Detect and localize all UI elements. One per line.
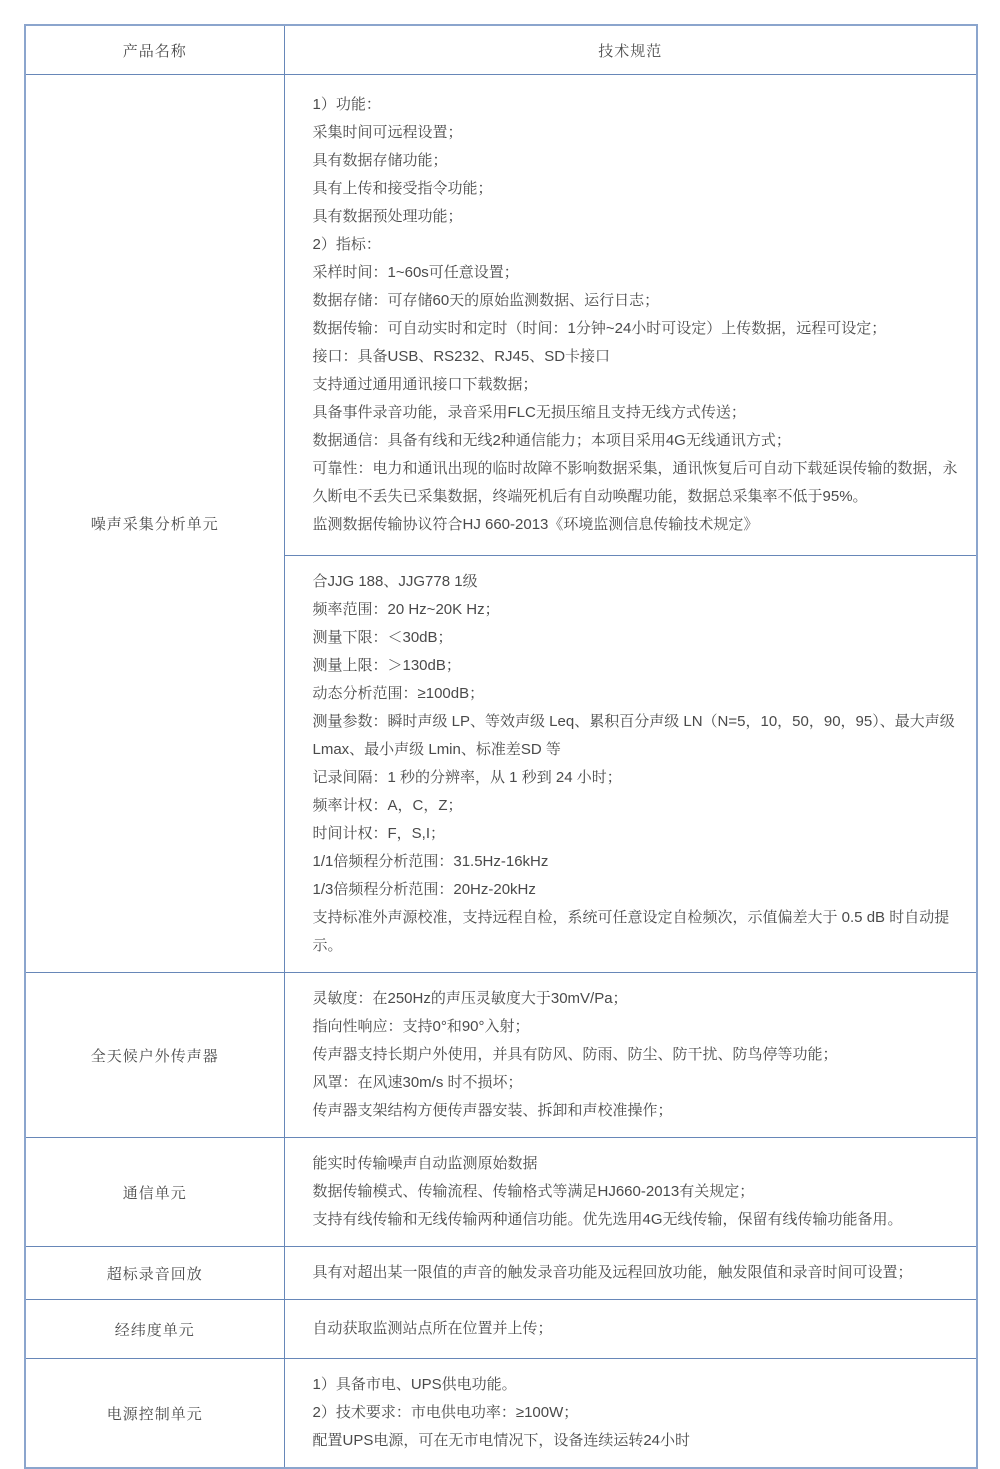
spec-line: 灵敏度：在250Hz的声压灵敏度大于30mV/Pa； xyxy=(312,990,628,1007)
table-row-communication-unit xyxy=(25,1138,977,1247)
spec-line: 采样时间：1~60s可任意设置； xyxy=(312,264,519,281)
spec-cell-over-limit-recording xyxy=(284,1247,977,1300)
spec-line: 支持标准外声源校准，支持远程自检，系统可任意设定自检频次，示值偏差大于 0.5 dB 时自动提示。 xyxy=(312,909,950,954)
spec-line: 数据存储：可存储60天的原始监测数据、运行日志； xyxy=(312,292,660,309)
spec-line: 监测数据传输协议符合HJ 660-2013《环境监测信息传输技术规定》 xyxy=(312,516,759,533)
spec-line: 2）指标： xyxy=(312,236,381,253)
product-name-noise-unit: 噪声采集分析单元 xyxy=(25,75,284,973)
spec-line: 接口：具备USB、RS232、RJ45、SD卡接口 xyxy=(312,348,611,365)
spec-line: 1）功能： xyxy=(312,96,381,113)
product-name-over-limit-recording: 超标录音回放 xyxy=(25,1247,284,1300)
table-row-outdoor-microphone xyxy=(25,973,977,1138)
spec-line: 自动获取监测站点所在位置并上传； xyxy=(312,1320,553,1337)
spec-line: 支持有线传输和无线传输两种通信功能。优先选用4G无线传输，保留有线传输功能备用。 xyxy=(312,1211,903,1228)
header-product-name: 产品名称 xyxy=(25,25,284,75)
table-row-latlon-unit xyxy=(25,1300,977,1359)
spec-line: 具有数据预处理功能； xyxy=(312,208,463,225)
spec-line: 风罩：在风速30m/s 时不损坏； xyxy=(312,1074,523,1091)
spec-line: 合JJG 188、JJG778 1级 xyxy=(312,573,478,590)
header-tech-spec: 技术规范 xyxy=(284,25,977,75)
product-name-latlon-unit: 经纬度单元 xyxy=(25,1300,284,1359)
spec-line: 时间计权：F，S,I； xyxy=(312,825,446,842)
spec-line: 频率范围：20 Hz~20K Hz； xyxy=(312,601,500,618)
spec-line: 传声器支架结构方便传声器安装、拆卸和声校准操作； xyxy=(312,1102,673,1119)
spec-cell-noise-unit-functions xyxy=(284,75,977,556)
spec-line: 频率计权：A，C，Z； xyxy=(312,797,463,814)
spec-cell-noise-unit-metrics xyxy=(284,556,977,973)
spec-line: 能实时传输噪声自动监测原始数据 xyxy=(312,1155,538,1172)
spec-line: 2）技术要求：市电供电功率：≥100W； xyxy=(312,1404,579,1421)
header-row xyxy=(25,25,977,75)
spec-line: 测量下限：＜30dB； xyxy=(312,629,453,646)
spec-cell-latlon-unit xyxy=(284,1300,977,1359)
spec-line: 数据通信：具备有线和无线2种通信能力；本项目采用4G无线通讯方式； xyxy=(312,432,791,449)
spec-line: 测量上限：＞130dB； xyxy=(312,657,461,674)
product-name-outdoor-microphone: 全天候户外传声器 xyxy=(25,973,284,1138)
spec-line: 1/3倍频程分析范围：20Hz-20kHz xyxy=(312,881,536,898)
spec-line: 支持通过通用通讯接口下载数据； xyxy=(312,376,538,393)
product-name-power-control-unit: 电源控制单元 xyxy=(25,1359,284,1469)
spec-line: 1）具备市电、UPS供电功能。 xyxy=(312,1376,517,1393)
spec-line: 具备事件录音功能，录音采用FLC无损压缩且支持无线方式传送； xyxy=(312,404,746,421)
spec-cell-communication-unit xyxy=(284,1138,977,1247)
spec-line: 具有数据存储功能； xyxy=(312,152,448,169)
spec-line: 传声器支持长期户外使用，并具有防风、防雨、防尘、防干扰、防鸟停等功能； xyxy=(312,1046,838,1063)
spec-cell-power-control-unit xyxy=(284,1359,977,1469)
spec-line: 记录间隔：1 秒的分辨率，从 1 秒到 24 小时； xyxy=(312,769,622,786)
spec-line: 数据传输模式、传输流程、传输格式等满足HJ660-2013有关规定； xyxy=(312,1183,755,1200)
spec-line: 配置UPS电源，可在无市电情况下，设备连续运转24小时 xyxy=(312,1432,691,1449)
table-row-noise-unit xyxy=(25,75,977,556)
table-row-power-control-unit xyxy=(25,1359,977,1469)
spec-line: 具有对超出某一限值的声音的触发录音功能及远程回放功能，触发限值和录音时间可设置； xyxy=(312,1264,913,1281)
spec-line: 数据传输：可自动实时和定时（时间：1分钟~24小时可设定）上传数据，远程可设定； xyxy=(312,320,887,337)
spec-line: 测量参数：瞬时声级 LP、等效声级 Leq、累积百分声级 LN（N=5，10，50，90，95）、最大声级 Lmax、最小声级 Lmin、标准差SD 等 xyxy=(312,713,955,758)
spec-line: 可靠性：电力和通讯出现的临时故障不影响数据采集，通讯恢复后可自动下载延误传输的数据，永久断电不丢失已采集数据，终端死机后有自动唤醒功能，数据总采集率不低于95%。 xyxy=(312,460,958,505)
spec-line: 采集时间可远程设置； xyxy=(312,124,463,141)
product-spec-table xyxy=(24,24,978,1469)
spec-line: 1/1倍频程分析范围：31.5Hz-16kHz xyxy=(312,853,549,870)
table-row-over-limit-recording xyxy=(25,1247,977,1300)
spec-line: 具有上传和接受指令功能； xyxy=(312,180,493,197)
spec-line: 动态分析范围：≥100dB； xyxy=(312,685,485,702)
product-name-communication-unit: 通信单元 xyxy=(25,1138,284,1247)
spec-cell-outdoor-microphone xyxy=(284,973,977,1138)
spec-line: 指向性响应：支持0°和90°入射； xyxy=(312,1018,530,1035)
